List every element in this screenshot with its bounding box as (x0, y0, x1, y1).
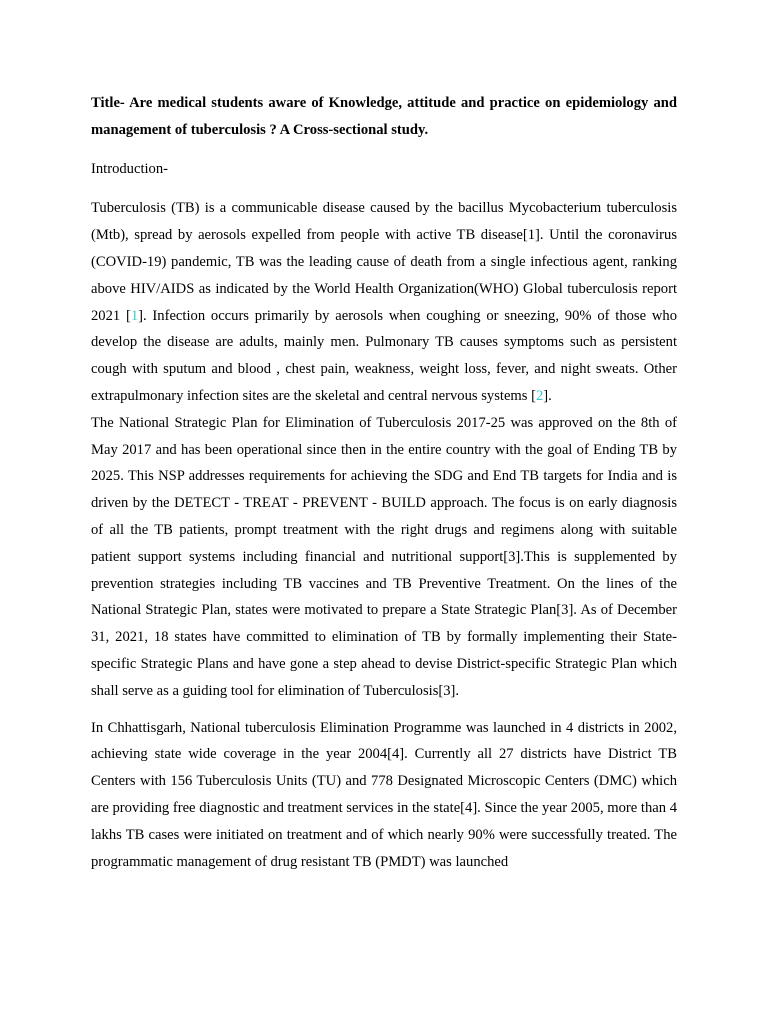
paragraph-1-text-c: ]. (543, 387, 552, 404)
section-heading-introduction: Introduction- (91, 160, 169, 177)
paragraph-1 (91, 195, 677, 409)
document-title: Title- Are medical students aware of Knowledge, attitude and practice on epidemiology and management of tuberculosis ? A Cross-sectional study. (91, 95, 677, 138)
citation-link-1[interactable]: 1 (130, 307, 139, 324)
citation-link-2[interactable]: 2 (535, 387, 544, 404)
paragraph-1-text-a: Tuberculosis (TB) is a communicable disease caused by the bacillus Mycobacterium tuberculosis (Mtb), spread by aerosols expelled from people with active TB disease[1]. Until the coronavirus (COVID-19) pandemic, TB was the leading cause of death from a single infectious agent, ranking above HIV/AIDS as indicated by the World Health Organization(WHO) Global tuberculosis report 2021 [ (91, 200, 677, 324)
paragraph-3: In Chhattisgarh, National tuberculosis Elimination Programme was launched in 4 districts in 2002, achieving state wide coverage in the year 2004[4]. Currently all 27 districts have District TB Centers with 156 Tuberculosis Units (TU) and 778 Designated Microscopic Centers (DMC) which are providing free diagnostic and treatment services in the state[4]. Since the year 2005, more than 4 lakhs TB cases were initiated on treatment and of which nearly 90% were successfully treated. The programmatic management of drug resistant TB (PMDT) was launched (91, 719, 677, 870)
document-page (91, 90, 677, 875)
paragraph-1-text-b: ]. Infection occurs primarily by aerosols when coughing or sneezing, 90% of those who develop the disease are adults, mainly men. Pulmonary TB causes symptoms such as persistent cough with sputum and blood , chest pain, weakness, weight loss, fever, and night sweats. Other extrapulmonary infection sites are the skeletal and central nervous systems [ (91, 307, 677, 404)
paragraph-2: The National Strategic Plan for Elimination of Tuberculosis 2017-25 was approved on the 8th of May 2017 and has been operational since then in the entire country with the goal of Ending TB by 2025. This NSP addresses requirements for achieving the SDG and End TB targets for India and is driven by the DETECT - TREAT - PREVENT - BUILD approach. The focus is on early diagnosis of all the TB patients, prompt treatment with the right drugs and regimens along with suitable patient support systems including financial and nutritional support[3].This is supplemented by prevention strategies including TB vaccines and TB Preventive Treatment. On the lines of the National Strategic Plan, states were motivated to prepare a State Strategic Plan[3]. As of December 31, 2021, 18 states have committed to elimination of TB by formally implementing their State-specific Strategic Plans and have gone a step ahead to devise District-specific Strategic Plan which shall serve as a guiding tool for elimination of Tuberculosis[3]. (91, 414, 677, 699)
